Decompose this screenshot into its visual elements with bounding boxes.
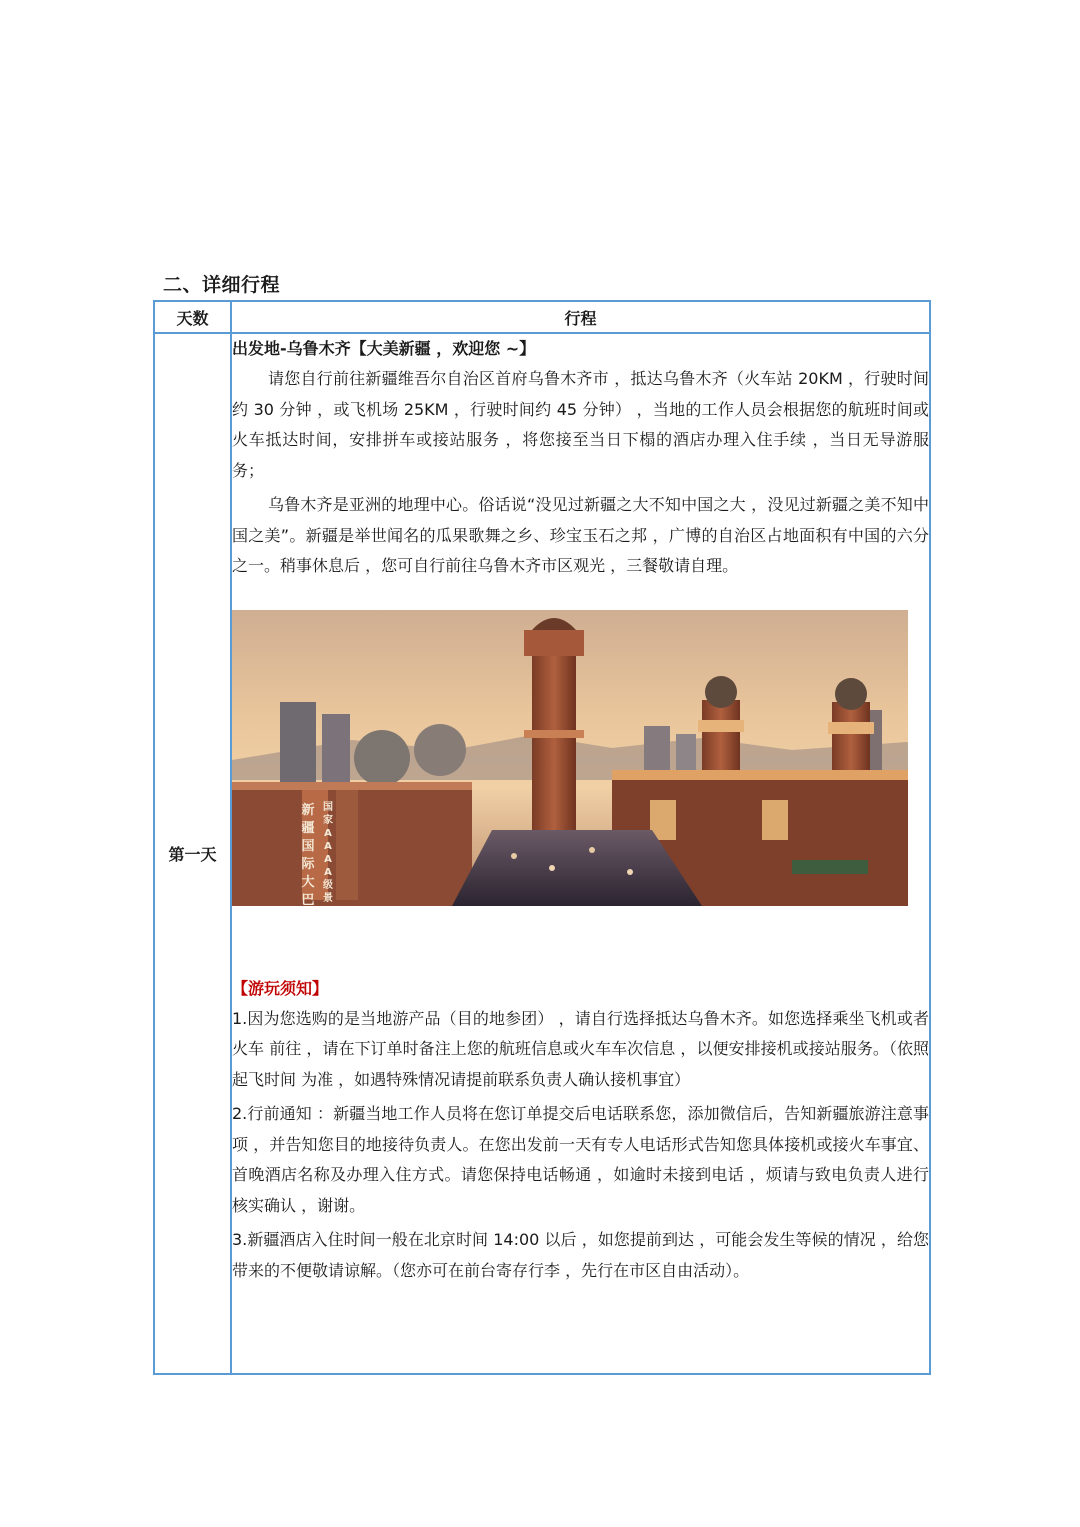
sign-char: 新: [301, 802, 315, 818]
sign-char: A: [324, 853, 332, 865]
table-header-row: [154, 301, 930, 333]
table-row: [154, 333, 930, 1374]
sign-char: A: [324, 840, 332, 852]
sign-char: 大: [301, 874, 315, 890]
header-itinerary: 行程: [231, 301, 930, 333]
sign-char: 疆: [301, 820, 315, 836]
section-title: 二、详细行程: [163, 274, 281, 296]
sign-char: 际: [301, 856, 315, 872]
header-days: 天数: [154, 301, 231, 333]
sign-char: A: [324, 866, 332, 878]
intro-paragraph: 请您自行前往新疆维吾尔自治区首府乌鲁木齐市 ，抵达乌鲁木齐（火车站 20KM ，行驶时间约 30 分钟 ，或飞机场 25KM ，行驶时间约 45 分钟） ，当地的工作人员会根据您的航班时间或火车抵达时间，安排拼车或接站服务 ，将您接至当日下榻的酒店办理入住手续 ，当日无导游服务；: [232, 369, 929, 480]
sign-char: 家: [323, 814, 333, 826]
grand-bazaar-photo: [232, 610, 908, 906]
notice-item: 2.行前通知 ：新疆当地工作人员将在您订单提交后电话联系您，添加微信后，告知新疆旅游注意事项 ，并告知您目的地接待负责人。在您出发前一天有专人电话形式告知您具体接机或接火车事宜、首晚酒店名称及办理入住方式。请您保持电话畅通 ，如逾时未接到电话 ，烦请与致电负责人进行核实确认 ，谢谢。: [232, 1104, 929, 1215]
day-title: 出发地-乌鲁木齐【大美新疆 ，欢迎您 ~】: [232, 339, 536, 358]
sign-char: 级: [323, 879, 333, 891]
sign-char: 景: [323, 892, 333, 904]
sign-char: 国: [301, 838, 315, 854]
notice-title: 【游玩须知】: [232, 978, 329, 998]
sign-char: 巴: [301, 892, 315, 906]
day-content: [231, 333, 930, 1374]
notice-item: 3.新疆酒店入住时间一般在北京时间 14:00 以后 ，如您提前到达 ，可能会发生等候的情况 ，给您带来的不便敬请谅解。（您亦可在前台寄存行李 ，先行在市区自由活动）。: [232, 1230, 929, 1280]
description-paragraph: 乌鲁木齐是亚洲的地理中心。俗话说“没见过新疆之大不知中国之大 ，没见过新疆之美不知中国之美”。新疆是举世闻名的瓜果歌舞之乡、珍宝玉石之邦 ，广博的自治区占地面积有中国的六分之一。稍事休息后 ，您可自行前往乌鲁木齐市区观光 ，三餐敬请自理。: [232, 495, 929, 575]
day-label: 第一天: [154, 333, 231, 1374]
notice-item: 1.因为您选购的是当地游产品（目的地参团） ，请自行选择抵达乌鲁木齐。如您选择乘坐飞机或者火车 前往 ，请在下订单时备注上您的航班信息或火车车次信息 ，以便安排接机或接站服务。（依照起飞时间 为准 ，如遇特殊情况请提前联系负责人确认接机事宜）: [232, 1008, 929, 1089]
sign-char: A: [324, 827, 332, 839]
sign-char: 国: [323, 801, 333, 813]
bazaar-illustration: [232, 610, 908, 906]
itinerary-table: [153, 300, 931, 1375]
